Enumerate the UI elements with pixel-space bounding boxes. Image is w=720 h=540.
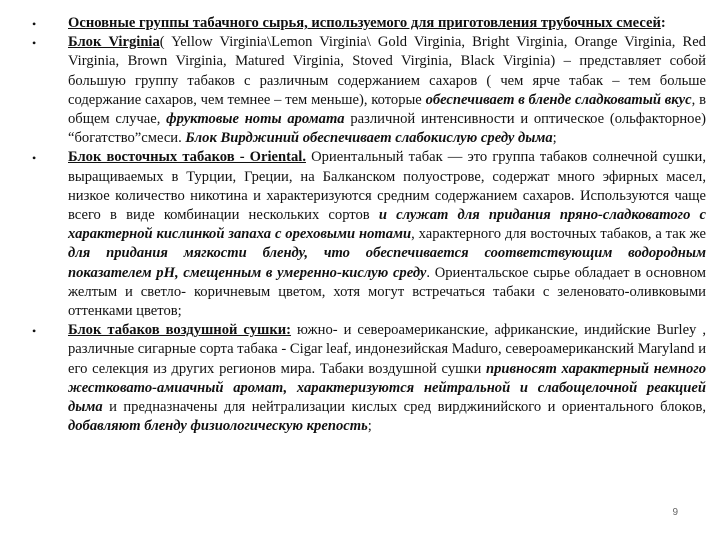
bullet-list — [30, 14, 706, 436]
text-segment: ; — [552, 130, 557, 147]
text-segment: различной интенсивности и оптическое (ольфакторное) “богатство”смеси. — [68, 111, 706, 147]
bullet-marker: • — [32, 17, 37, 31]
bullet-text — [68, 14, 706, 33]
list-item — [30, 33, 706, 148]
text-segment: и служат для придания пряно-сладковатого с характерной кислинкой запаха с ореховыми нотами — [68, 207, 706, 243]
text-segment: , характерного для восточных табаков, а так же — [411, 226, 706, 243]
text-segment: Блок табаков воздушной сушки: — [68, 322, 292, 339]
text-segment: ; — [367, 418, 372, 435]
text-segment: обеспечивает в бленде сладковатый вкус — [425, 91, 692, 108]
bullet-text — [68, 148, 706, 321]
text-segment: фруктовые ноты аромата — [166, 111, 345, 128]
text-segment: для придания мягкости бленду, что обеспечивается соответствующим водородным показателем pH, смещенным в умеренно-кислую среду — [68, 245, 706, 281]
bullet-marker: • — [32, 324, 37, 339]
text-segment: Основные группы табачного сырья, используемого для приготовления трубочных смесей — [68, 15, 661, 31]
page-number: 9 — [672, 507, 678, 518]
list-item — [30, 148, 706, 321]
text-segment: . Ориентальское сырье обладает в основном желтым и светло- коричневым цветом, хотя могут встречаться табаки с зеленовато-оливковыми оттенками цветов; — [68, 264, 706, 320]
text-segment: южно- и североамериканские, африканские, индийские Burley , различные сигарные сорта табака - Cigar leaf, индонезийская Maduro, североамериканский Maryland и его селекция из других регионов мира. Табаки воздушной сушки — [68, 322, 707, 377]
bullet-text — [68, 321, 706, 436]
text-segment: ( Yellow Virginia\Lemon Virginia\ Gold Virginia, Bright Virginia, Orange Virginia, Red Virginia, Brown Virginia, Matured Virginia, Stoved Virginia, Black Virginia) – представляет собой большую группу табаков с различным содержанием сахаров ( чем ярче табак – тем больше содержание сахаров, чем темнее – тем меньше), которые — [68, 34, 706, 108]
text-segment: : — [660, 15, 666, 31]
text-segment: Блок восточных табаков - Oriental. — [68, 149, 306, 166]
list-item — [30, 321, 706, 436]
bullet-marker: • — [32, 151, 37, 166]
text-segment: добавляют бленду физиологическую крепость — [68, 418, 368, 435]
text-segment: привносят характерный немного жестковато-амиачный аромат, характеризуются нейтральной и слабощелочной реакцией дыма — [68, 360, 706, 416]
text-segment: Ориентальный табак — это группа табаков солнечной сушки, выращиваемых в Турции, Греции, на Балканском полуострове, содержат много эфирных масел, низкое количество никотина и характеризуются средним содержанием сахаров. Используются чаще всего в виде комбинации нескольких сортов — [68, 149, 706, 224]
text-segment: , в общем случае, — [68, 91, 706, 128]
text-segment: и предназначены для нейтрализации кислых сред вирджинийского и ориентального блоков, — [102, 399, 706, 416]
bullet-marker: • — [32, 36, 37, 51]
text-segment: Блок Virginia — [68, 34, 160, 51]
text-segment: Блок Вирджиний обеспечивает слабокислую среду дыма — [185, 130, 553, 147]
bullet-text — [68, 33, 706, 148]
list-item — [30, 14, 706, 33]
